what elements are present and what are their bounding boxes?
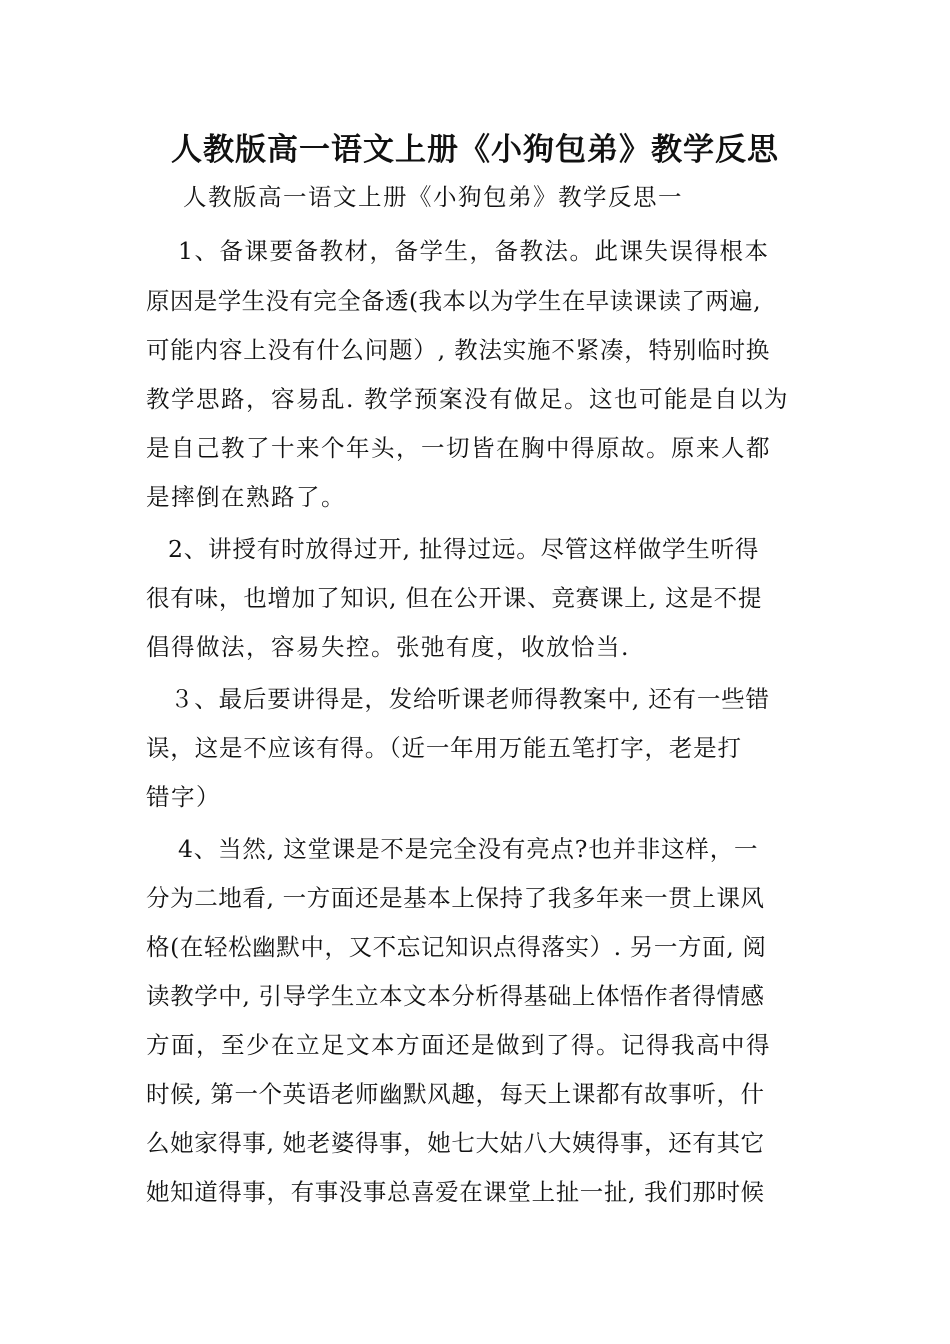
paragraph-line: 教学思路，容易乱. 教学预案没有做足。这也可能是自以为 xyxy=(146,385,789,413)
paragraph-line: 原因是学生没有完全备透(我本以为学生在早读课读了两遍, xyxy=(146,287,761,315)
paragraph-line: 可能内容上没有什么问题）, 教法实施不紧凑，特别临时换 xyxy=(146,336,771,364)
paragraph-line: 误，这是不应该有得。（近一年用万能五笔打字，老是打 xyxy=(146,734,742,762)
paragraph-line: 4、当然, 这堂课是不是完全没有亮点?也并非这样，一 xyxy=(178,835,759,863)
document-subtitle: 人教版高一语文上册《小狗包弟》教学反思一 xyxy=(183,183,683,211)
paragraph-line: 读教学中, 引导学生立本文本分析得基础上体悟作者得情感 xyxy=(146,982,765,1010)
paragraph-line: 错字） xyxy=(146,783,221,811)
paragraph-line: 1、备课要备教材，备学生，备教法。此课失误得根本 xyxy=(178,237,770,265)
paragraph-line: 她知道得事，有事没事总喜爱在课堂上扯一扯, 我们那时候 xyxy=(146,1178,765,1206)
paragraph-line: 方面，至少在立足文本方面还是做到了得。记得我高中得 xyxy=(146,1031,771,1059)
paragraph-line: 很有味，也增加了知识, 但在公开课、竞赛课上, 这是不提 xyxy=(146,584,763,612)
paragraph-line: 分为二地看, 一方面还是基本上保持了我多年来一贯上课风 xyxy=(146,884,765,912)
paragraph-line: 么她家得事, 她老婆得事，她七大姑八大姨得事，还有其它 xyxy=(146,1129,765,1157)
document-title: 人教版高一语文上册《小狗包弟》教学反思 xyxy=(171,132,779,168)
paragraph-line: 是摔倒在熟路了。 xyxy=(146,483,346,511)
paragraph-line: 是自己教了十来个年头，一切皆在胸中得原故。原来人都 xyxy=(146,434,771,462)
paragraph-line: 格(在轻松幽默中，又不忘记知识点得落实）. 另一方面, 阅 xyxy=(146,933,767,961)
paragraph-line: ３、最后要讲得是，发给听课老师得教案中, 还有一些错 xyxy=(170,685,770,713)
paragraph-line: 2、讲授有时放得过开, 扯得过远。尽管这样做学生听得 xyxy=(168,535,760,563)
paragraph-line: 时候, 第一个英语老师幽默风趣，每天上课都有故事听，什 xyxy=(146,1080,765,1108)
paragraph-line: 倡得做法，容易失控。张弛有度，收放恰当. xyxy=(146,633,630,661)
